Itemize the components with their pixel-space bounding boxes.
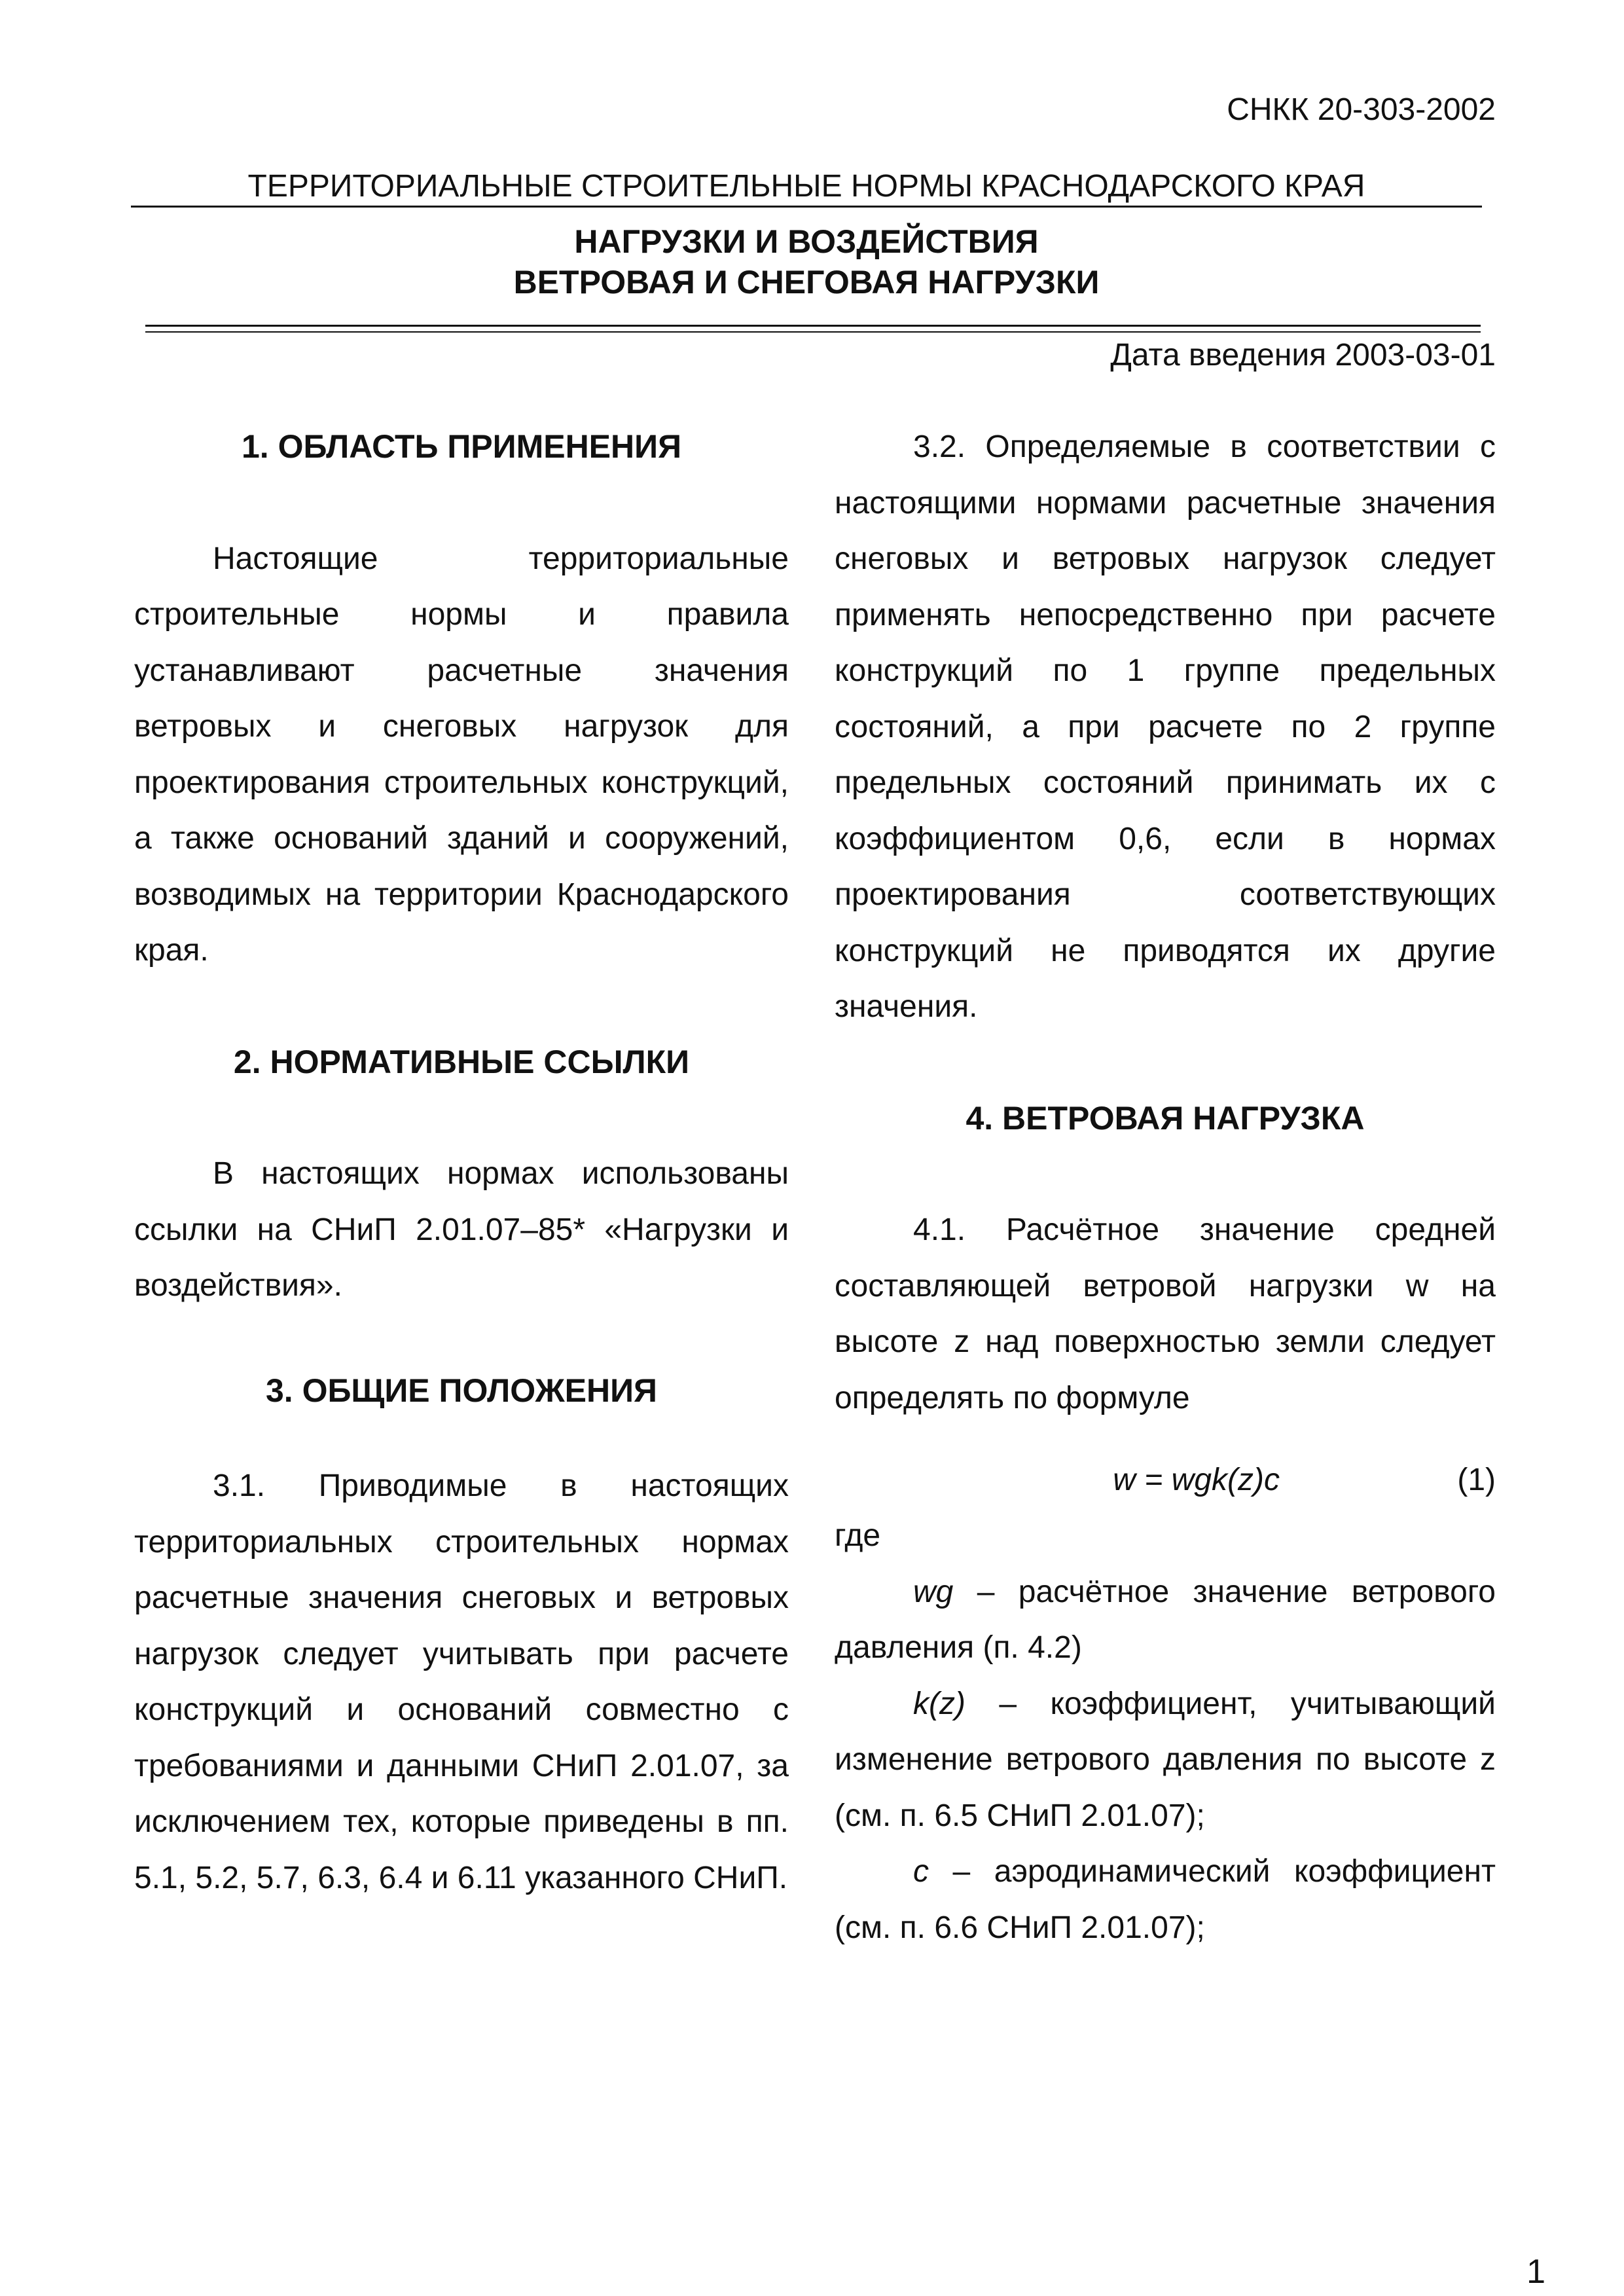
definition-text: – коэффициент, учитывающий изменение ветрового давления по высоте z (см. п. 6.5 СНиП 2.01.07); [835,1686,1496,1833]
definition-symbol: c [913,1854,929,1889]
section-3-1-text: 3.1. Приводимые в настоящих территориальных строительных нормах расчетные значения снеговых и ветровых нагрузок следует учитывать при расчете конструкций и оснований совместно с требованиями и данными СНиП 2.01.07, за исключением тех, которые приведены в пп. 5.1, 5.2, 5.7, 6.3, 6.4 и 6.11 указанного СНиП. [134,1468,789,1895]
document-title [131,221,1482,302]
section-4-1-text: 4.1. Расчётное значение средней составляющей ветровой нагрузки w на высоте z над поверхностью земли следует определять по формуле [835,1212,1496,1415]
section-2-text: В настоящих нормах использованы ссылки на СНиП 2.01.07–85* «Нагрузки и воздействия». [134,1156,789,1303]
definition-text: – расчётное значение ветрового давления (п. 4.2) [835,1574,1496,1665]
section-4-heading: 4. ВЕТРОВАЯ НАГРУЗКА [965,1099,1365,1137]
definition-symbol: wg [913,1574,954,1609]
where-label: где [835,1518,881,1553]
definition-c [835,1844,1496,1956]
effective-date: Дата введения 2003-03-01 [1110,338,1496,373]
definition-text: – аэродинамический коэффициент (см. п. 6.6 СНиП 2.01.07); [835,1854,1496,1945]
definition-symbol: k(z) [913,1686,965,1721]
title-rule-thin [145,331,1481,333]
section-3-heading: 3. ОБЩИЕ ПОЛОЖЕНИЯ [266,1372,657,1409]
section-2-heading: 2. НОРМАТИВНЫЕ ССЫЛКИ [233,1043,690,1080]
organization-line: ТЕРРИТОРИАЛЬНЫЕ СТРОИТЕЛЬНЫЕ НОРМЫ КРАСНОДАРСКОГО КРАЯ [131,168,1482,208]
formula-number: (1) [1457,1463,1496,1497]
section-1-text: Настоящие территориальные строительные нормы и правила устанавливают расчетные значения ветровых и снеговых нагрузок для проектирования строительных конструкций, а также оснований зданий и сооружений, возводимых на территории Краснодарского края. [134,541,789,968]
title-line-2: ВЕТРОВАЯ И СНЕГОВАЯ НАГРУЗКИ [513,264,1100,301]
title-line-1: НАГРУЗКИ И ВОЗДЕЙСТВИЯ [574,223,1039,260]
right-column [835,419,1496,1956]
page-number: 1 [1526,2253,1545,2291]
formula-1 [835,1452,1496,1508]
left-column [134,419,789,1906]
section-1-heading: 1. ОБЛАСТЬ ПРИМЕНЕНИЯ [241,428,682,465]
title-rule [145,325,1481,327]
document-code: СНКК 20-303-2002 [1227,92,1496,127]
formula-expression: w = wgk(z)c [1113,1463,1280,1497]
section-3-2-text: 3.2. Определяемые в соответствии с настоящими нормами расчетные значения снеговых и ветровых нагрузок следует применять непосредственно при расчете конструкций по 1 группе предельных состояний, а при расчете по 2 группе предельных состояний принимать их с коэффициентом 0,6, если в нормах проектирования соответствующих конструкций не приводятся их другие значения. [835,429,1496,1024]
definition-kz [835,1676,1496,1844]
definition-wg [835,1564,1496,1676]
